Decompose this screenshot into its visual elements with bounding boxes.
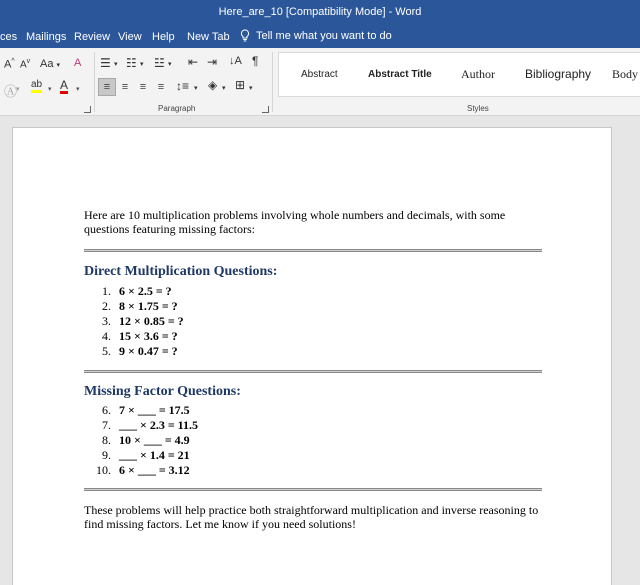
missing-factor-list	[84, 403, 542, 478]
style-bibliography[interactable]: Bibliography	[525, 67, 592, 81]
style-abstract-title[interactable]: Abstract Title	[368, 69, 432, 80]
lightbulb-icon	[240, 29, 250, 42]
item-number: 7.	[102, 418, 111, 432]
item-number: 6.	[102, 403, 111, 417]
line-spacing-dropdown-icon[interactable]: ▾	[194, 85, 198, 92]
list-item	[84, 299, 542, 314]
style-body[interactable]: Body	[612, 67, 639, 81]
grow-font-button[interactable]: A^	[4, 58, 15, 71]
tab-help[interactable]: Help	[152, 31, 175, 43]
change-case-button[interactable]: Aa ▾	[40, 58, 61, 70]
list-item	[84, 448, 542, 463]
bullets-button[interactable]: ☰	[100, 56, 111, 70]
item-text: 6 × ___ = 3.12	[119, 463, 190, 477]
font-color-button[interactable]: A	[60, 78, 69, 92]
item-number: 9.	[102, 448, 111, 462]
borders-button[interactable]: ⊞	[235, 78, 246, 92]
highlight-dropdown-icon[interactable]: ▾	[48, 86, 52, 93]
tab-review[interactable]: Review	[74, 31, 111, 43]
bullets-dropdown-icon[interactable]: ▾	[114, 61, 118, 68]
item-text: 10 × ___ = 4.9	[119, 433, 190, 447]
numbering-dropdown-icon[interactable]: ▾	[140, 61, 144, 68]
numbering-button[interactable]: ☷	[126, 56, 137, 70]
shading-button[interactable]: ◈	[208, 78, 218, 92]
ribbon-tabs	[0, 24, 640, 48]
line-spacing-button[interactable]: ↕≡	[176, 79, 190, 93]
tab-new-tab[interactable]: New Tab	[187, 31, 230, 43]
tab-view[interactable]: View	[118, 31, 142, 43]
item-text: 15 × 3.6 = ?	[119, 329, 178, 343]
decrease-indent-button[interactable]: ⇤	[188, 55, 199, 69]
closing-paragraph: These problems will help practice both straightforward multiplication and inverse reasoning to find missing factors. Let me know if you need solutions!	[84, 503, 539, 531]
section-heading-direct: Direct Multiplication Questions:	[84, 264, 278, 279]
increase-indent-button[interactable]: ⇥	[207, 55, 218, 69]
document-content	[84, 208, 542, 531]
item-text: ___ × 1.4 = 21	[119, 448, 190, 462]
paragraph-dialog-launcher-icon[interactable]	[262, 106, 269, 113]
item-number: 4.	[102, 329, 111, 343]
title-bar	[0, 0, 640, 24]
horizontal-rule	[84, 370, 542, 373]
clear-formatting-button[interactable]: A	[74, 57, 82, 69]
item-text: 8 × 1.75 = ?	[119, 299, 178, 313]
list-item	[84, 284, 542, 299]
sort-button[interactable]: ↓A	[229, 55, 242, 67]
multilevel-list-button[interactable]: ☳	[154, 56, 165, 70]
shading-dropdown-icon[interactable]: ▾	[222, 85, 226, 92]
horizontal-rule	[84, 488, 542, 491]
document-area	[0, 117, 640, 585]
item-text: 9 × 0.47 = ?	[119, 344, 178, 358]
style-author[interactable]: Author	[461, 67, 495, 81]
styles-group-label: Styles	[467, 104, 489, 113]
section-heading-missing: Missing Factor Questions:	[84, 384, 241, 399]
item-number: 2.	[102, 299, 111, 313]
item-number: 3.	[102, 314, 111, 328]
align-center-button[interactable]: ≡	[121, 81, 129, 93]
styles-gallery	[278, 52, 640, 97]
item-text: 6 × 2.5 = ?	[119, 284, 172, 298]
ribbon-separator	[94, 52, 95, 112]
tab-references[interactable]: ces	[0, 31, 18, 43]
item-text: 7 × ___ = 17.5	[119, 403, 190, 417]
paragraph-group-label: Paragraph	[158, 104, 196, 113]
show-formatting-marks-button[interactable]: ¶	[252, 54, 259, 68]
style-abstract[interactable]: Abstract	[301, 69, 338, 80]
font-dialog-launcher-icon[interactable]	[84, 106, 91, 113]
ribbon	[0, 48, 640, 116]
shrink-font-button[interactable]: $A^v$	[20, 58, 31, 71]
list-item	[84, 403, 542, 418]
tell-me-box[interactable]	[240, 29, 392, 42]
list-item	[84, 329, 542, 344]
text-effects-dropdown-icon[interactable]: ▾	[16, 86, 20, 93]
justify-button[interactable]: ≡	[157, 81, 165, 93]
item-number: 8.	[102, 433, 111, 447]
highlight-button[interactable]: ab	[31, 79, 42, 93]
item-number: 10.	[96, 463, 111, 477]
borders-dropdown-icon[interactable]: ▾	[249, 85, 253, 92]
align-right-button[interactable]: ≡	[139, 81, 147, 93]
list-item	[84, 433, 542, 448]
document-page[interactable]	[12, 127, 612, 585]
item-number: 1.	[102, 284, 111, 298]
text-effects-button[interactable]: Ⓐ	[4, 84, 18, 99]
intro-paragraph: Here are 10 multiplication problems involving whole numbers and decimals, with some questions featuring missing factors:	[84, 208, 506, 236]
item-number: 5.	[102, 344, 111, 358]
tell-me-label: Tell me what you want to do	[256, 29, 392, 42]
align-left-button[interactable]: ≡	[98, 78, 116, 96]
list-item	[84, 463, 542, 478]
tab-mailings[interactable]: Mailings	[26, 31, 67, 43]
list-item	[84, 314, 542, 329]
item-text: 12 × 0.85 = ?	[119, 314, 184, 328]
item-text: ___ × 2.3 = 11.5	[119, 418, 199, 432]
horizontal-rule	[84, 249, 542, 252]
font-color-dropdown-icon[interactable]: ▾	[76, 86, 80, 93]
direct-questions-list	[84, 284, 542, 359]
list-item	[84, 418, 542, 433]
multilevel-list-dropdown-icon[interactable]: ▾	[168, 61, 172, 68]
ribbon-separator	[272, 52, 273, 112]
list-item	[84, 344, 542, 359]
window-title: Here_are_10 [Compatibility Mode] - Word	[218, 6, 422, 18]
